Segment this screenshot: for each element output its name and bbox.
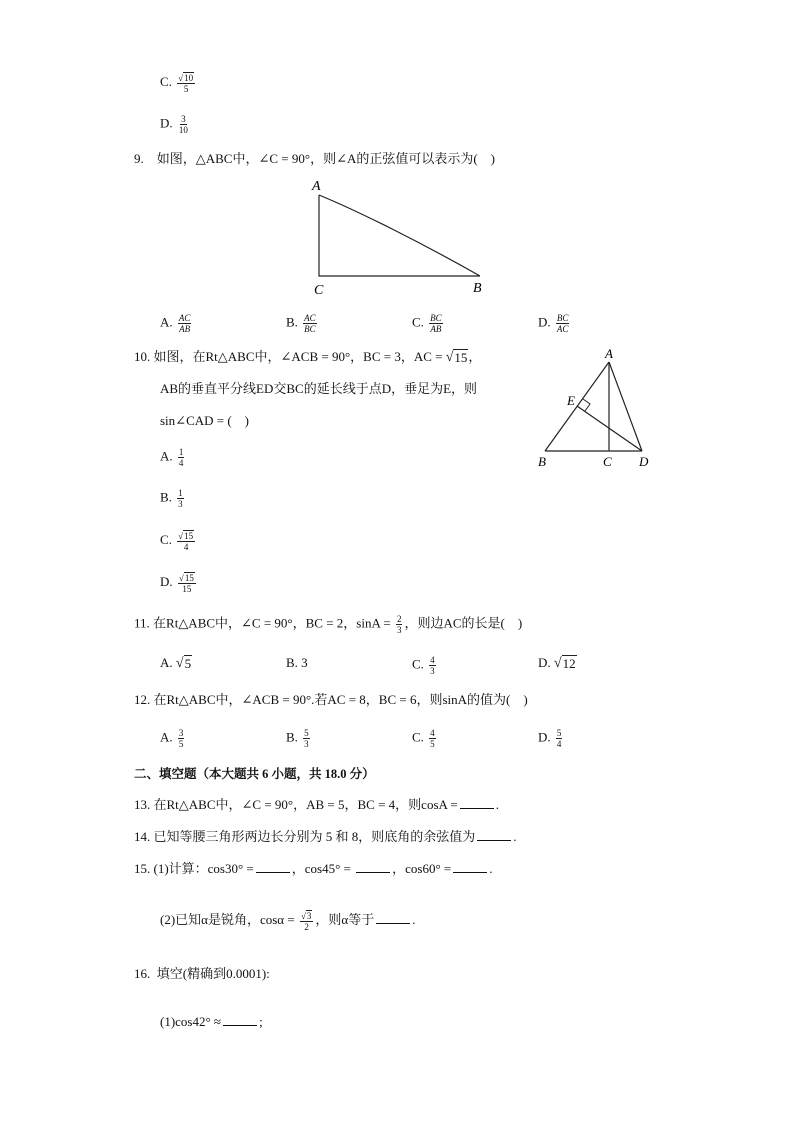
q9-triangle-figure xyxy=(300,172,500,302)
q9-option-a: A. $\frac{AC}{AB}$ xyxy=(160,313,191,334)
q10-option-a: A. $\frac{1}{4}$ xyxy=(160,447,184,468)
q13-stem: 13. 在Rt△ABC中，∠C = 90°，AB = 5，BC = 4，则cosA = . xyxy=(134,797,499,812)
q10-option-b: B. $\frac{1}{3}$ xyxy=(160,488,183,509)
q9-label-b: B xyxy=(473,281,482,296)
q10-stem-line2: AB的垂直平分线ED交BC的延长线于点D，垂足为E，则 xyxy=(160,381,478,396)
q9-option-b: B. $\frac{AC}{BC}$ xyxy=(286,313,316,334)
q14-stem: 14. 已知等腰三角形两边长分别为 5 和 8，则底角的余弦值为 . xyxy=(134,829,517,844)
q16-part1: (1)cos42° ≈ ; xyxy=(160,1014,263,1029)
q9-label-c: C xyxy=(314,283,324,298)
q12-option-c: C. $\frac{4}{5}$ xyxy=(412,728,435,749)
q15-blank-cos60 xyxy=(453,860,487,873)
q15-blank-alpha xyxy=(376,911,410,924)
q11-stem: 11. 在Rt△ABC中，∠C = 90°，BC = 2，sinA = $\frac{2}{3}$ ，则边AC的长是( ) xyxy=(134,614,523,635)
q9-option-d: D. $\frac{BC}{AC}$ xyxy=(538,313,569,334)
q11-option-c: C. $\frac{4}{3}$ xyxy=(412,655,435,676)
q10-option-d: D. √ 15 15 xyxy=(160,573,194,594)
q9-label-a: A xyxy=(312,179,321,194)
q10-label-c: C xyxy=(603,454,612,469)
q12-option-d: D. $\frac{5}{4}$ xyxy=(538,728,562,749)
q10-stem-line3: sin∠CAD = ( ) xyxy=(160,413,250,428)
q16-stem: 16. 填空(精确到0.0001): xyxy=(134,966,270,981)
q12-option-b: B. $\frac{5}{3}$ xyxy=(286,728,309,749)
q10-option-c: C. √ 15 4 xyxy=(160,531,194,552)
q14-answer-blank xyxy=(477,828,511,841)
q11-option-d: D. √ 12 xyxy=(538,655,576,671)
q15-blank-cos30 xyxy=(256,860,290,873)
q10-label-b: B xyxy=(538,454,546,469)
q10-stem-line1: 10. 如图，在Rt△ABC中，∠ACB = 90°，BC = 3，AC = √ 15 ， xyxy=(134,349,482,365)
q15-blank-cos45 xyxy=(356,860,390,873)
q16-blank-cos42 xyxy=(223,1013,257,1026)
section-fill-in-heading: 二、填空题（本大题共 6 小题，共 18.0 分） xyxy=(134,767,375,781)
q10-label-d: D xyxy=(639,454,649,469)
q10-label-e: E xyxy=(567,393,575,408)
prev-option-c: C. √ 10 5 xyxy=(160,73,194,94)
q9-option-c: C. $\frac{BC}{AB}$ xyxy=(412,313,442,334)
q10-label-a: A xyxy=(605,346,613,361)
q11-option-a: A. √ 5 xyxy=(160,655,192,671)
q9-stem: 9. 如图，△ABC中，∠C = 90°，则∠A的正弦值可以表示为( ) xyxy=(134,151,496,166)
q13-answer-blank xyxy=(460,796,494,809)
q15-part2: (2)已知α是锐角，cosα = √ 3 2 ，则α等于 . xyxy=(160,911,416,932)
q12-stem: 12. 在Rt△ABC中，∠ACB = 90°.若AC = 8，BC = 6，则sinA的值为( ) xyxy=(134,692,528,707)
prev-option-d: D. $\frac{3}{10}$ xyxy=(160,114,188,135)
q10-triangle-figure xyxy=(530,342,660,472)
q12-option-a: A. $\frac{3}{5}$ xyxy=(160,728,184,749)
q11-option-b: B. 3 xyxy=(286,655,308,670)
q15-part1: 15. (1)计算：cos30° = ，cos45° = ，cos60° = . xyxy=(134,861,493,876)
